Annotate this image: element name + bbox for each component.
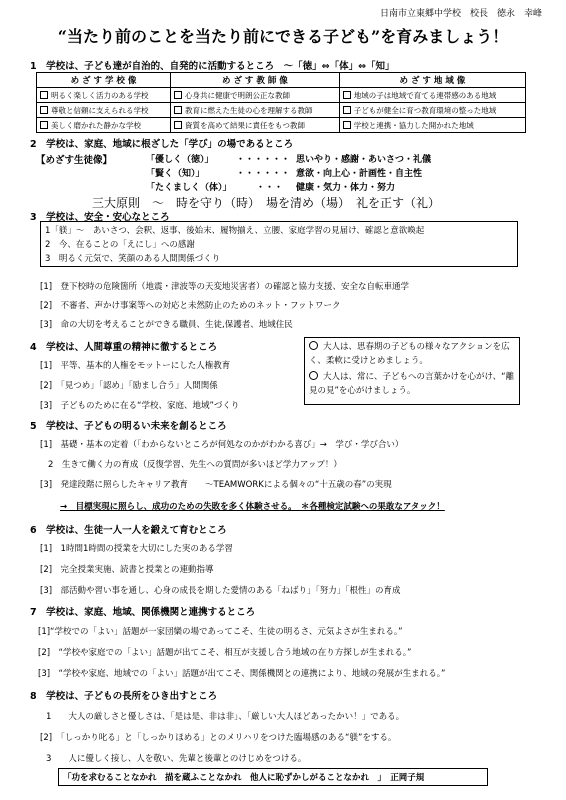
- list-item: [3] 発達段階に照らしたキャリア教育 ～TEAMWORKによる個々の“十五歳の春”の実現: [40, 480, 392, 490]
- section-5-heading: 5 学校は、子どもの明るい未来を創るところ: [30, 421, 227, 432]
- list-item: [2] 完全授業実施、読書と授業との連動指導: [40, 565, 214, 575]
- table-cell: [170, 103, 339, 118]
- circle-bullet-icon: [309, 341, 318, 350]
- list-item: 3 人に優しく接し、人を敬い、先輩と後輩とのけじめをつける。: [46, 754, 307, 764]
- table-header: め ざ す 学 校 像: [37, 73, 171, 88]
- adult-note-box: [304, 337, 520, 405]
- note-1-text: 大人は、思春期の子どもの様々なアクションを広く、柔軟に受けとめましょう。: [309, 342, 510, 366]
- shiki-quote: 「功を求むることなかれ 描を蔵ふことなかれ 他人に恥ずかしがることなかれ 」 正岡子規: [63, 773, 425, 783]
- box-line: 2 今、在ることの「えにし」への感謝: [45, 240, 195, 250]
- table-cell: [37, 118, 171, 133]
- note-1: [309, 340, 515, 368]
- table-cell: [339, 118, 525, 133]
- trait-name: 「優しく（徳）」: [146, 155, 214, 165]
- note-2-text: 大人は、常に、子どもへの言葉かけを心がけ、“離見の見”を心がけましょう。: [309, 372, 515, 396]
- quote-box: [58, 768, 488, 786]
- list-item: [1] 基礎・基本の定着（「わからないところが何処なのかがわかる喜び」→ 学び・学び合い）: [40, 440, 404, 450]
- checkbox-icon: [174, 91, 182, 99]
- trait-name: 「賢く（知）」: [146, 169, 205, 179]
- goals-table: [36, 72, 526, 133]
- box-line: 3 明るく元気で、笑顔のある人間関係づくり: [45, 254, 221, 264]
- table-cell: [339, 88, 525, 103]
- checkbox-icon: [40, 106, 48, 114]
- list-item: 1 大人の厳しさと優しさは、「是は是、非は非」、「厳しい大人ほどあったかい！」である。: [46, 712, 405, 722]
- list-item: 2 生きて働く力の育成（反復学習、先生への質問が多いほど学力アップ！）: [48, 460, 342, 470]
- trait-values: 意欲・向上心・計画性・自主性: [296, 169, 423, 179]
- table-cell: [339, 103, 525, 118]
- cell-text: 美しく磨かれた静かな学校: [51, 120, 141, 130]
- section-2-heading: 2 学校は、家庭、地域に根ざした「学び」の場であるところ: [30, 139, 294, 150]
- section-8-heading: 8 学校は、子どもの長所をひき出すところ: [30, 691, 218, 702]
- list-item: [2] 「しっかり叱る」と「しっかりほめる」とのメリハリをつけた臨場感のある“躾”をする。: [40, 733, 397, 743]
- list-item: [3] 部活動や習い事を通し、心身の成長を期した愛情のある「ねばり」「努力」「根性」の育成: [40, 586, 401, 596]
- school-principal-header: 日南市立東郷中学校 校長 徳永 幸峰: [379, 9, 542, 19]
- list-item: [3] 子どものために在る“学校、家庭、地域”づくり: [40, 401, 240, 411]
- note-2: [309, 370, 515, 398]
- trait-dots: ・・・・・・: [236, 155, 291, 165]
- cell-text: 明るく楽しく活力のある学校: [51, 90, 149, 100]
- table-cell: [37, 88, 171, 103]
- circle-bullet-icon: [309, 371, 318, 380]
- trait-values: 健康・気力・体力・努力: [296, 183, 396, 193]
- discipline-box: [40, 221, 518, 267]
- section-1-heading: 1 学校は、子ども達が自治的、自発的に活動するところ ～「徳」⇔「体」⇔「知」: [30, 61, 395, 72]
- section-3-heading: 3 学校は、安全・安心なところ: [30, 212, 170, 223]
- cell-text: 学校と連携・協力した開かれた地域: [353, 120, 474, 130]
- trait-name: 「たくましく（体）」: [146, 183, 232, 193]
- table-cell: [170, 88, 339, 103]
- checkbox-icon: [40, 91, 48, 99]
- page-title: “当たり前のことを当たり前にできる子ども”を育みましょう！: [57, 27, 509, 46]
- section-7-heading: 7 学校は、家庭、地域、関係機関と連携するところ: [30, 607, 256, 618]
- three-principles: 三大原則 ～ 時を守り（時） 場を清め（場） 礼を正す（礼）: [92, 196, 441, 210]
- list-item: [1]“学校での「よい」話題が一家団欒の場であってこそ、生徒の明るさ、元気よさが生まれる。”: [38, 627, 403, 637]
- table-row: [37, 88, 526, 103]
- section-6-heading: 6 学校は、生徒一人一人を鍛えて育むところ: [30, 525, 227, 536]
- list-item: [1] 1時間1時間の授業を大切にした実のある学習: [40, 544, 233, 554]
- emphasis-line: → 目標実現に照らし、成功のための失敗を多く体験させる。 ＊各種検定試験への果敢なアタック！: [60, 502, 445, 512]
- trait-dots: ・・・・・・: [236, 169, 291, 179]
- trait-dots: ・・・: [256, 183, 284, 193]
- cell-text: 子どもが健全に育つ教育環境の整った地域: [353, 105, 497, 115]
- cell-text: 心身共に健康で明朗公正な教師: [184, 90, 290, 100]
- cell-text: 教育に燃えた生徒の心を理解する教師: [184, 105, 313, 115]
- table-cell: [37, 103, 171, 118]
- cell-text: 資質を高めて結果に責任をもつ教師: [184, 120, 305, 130]
- checkbox-icon: [343, 106, 351, 114]
- checkbox-icon: [343, 121, 351, 129]
- table-header: め ざ す 地 域 像: [339, 73, 525, 88]
- list-item: [2] 不審者、声かけ事案等への対応と未然防止のためのネット・フットワーク: [40, 301, 341, 311]
- checkbox-icon: [343, 91, 351, 99]
- table-header: め ざ す 教 師 像: [170, 73, 339, 88]
- list-item: [2] “学校や家庭での「よい」話題が出てこそ、相互が支援し合う地域の在り方探しが生まれる。”: [38, 648, 412, 658]
- trait-values: 思いやり・感謝・あいさつ・礼儀: [296, 155, 432, 165]
- checkbox-icon: [174, 106, 182, 114]
- list-item: [2] 「見つめ」「認め」「励まし合う」人間関係: [40, 381, 218, 391]
- list-item: [3] “学校や家庭、地域での「よい」話題が出てこそ、関係機関との連携により、地域の発展が生まれる。”: [38, 669, 446, 679]
- cell-text: 尊敬と信頼に支えられる学校: [51, 105, 149, 115]
- list-item: [1] 登下校時の危険箇所（地震・津波等の天変地災害者）の確認と協力支援、安全な自転車通学: [40, 282, 410, 292]
- list-item: [3] 命の大切を考えることができる職員、生徒,保護者、地域住民: [40, 320, 293, 330]
- table-cell: [170, 118, 339, 133]
- cell-text: 地域の子は地域で育てる連帯感のある地域: [353, 90, 497, 100]
- checkbox-icon: [174, 121, 182, 129]
- checkbox-icon: [40, 121, 48, 129]
- box-line: 1「躾」～ あいさつ、会釈、返事、後始末、履物揃え、立腰、家庭学習の見届け、確認と意欲喚起: [45, 226, 425, 236]
- table-row: [37, 103, 526, 118]
- table-row: [37, 118, 526, 133]
- section-4-heading: 4 学校は、人間尊重の精神に徹するところ: [30, 342, 218, 353]
- student-image-label: 【めざす生徒像】: [36, 155, 113, 166]
- list-item: [1] 平等、基本的人権をモットーにした人権教育: [40, 361, 231, 371]
